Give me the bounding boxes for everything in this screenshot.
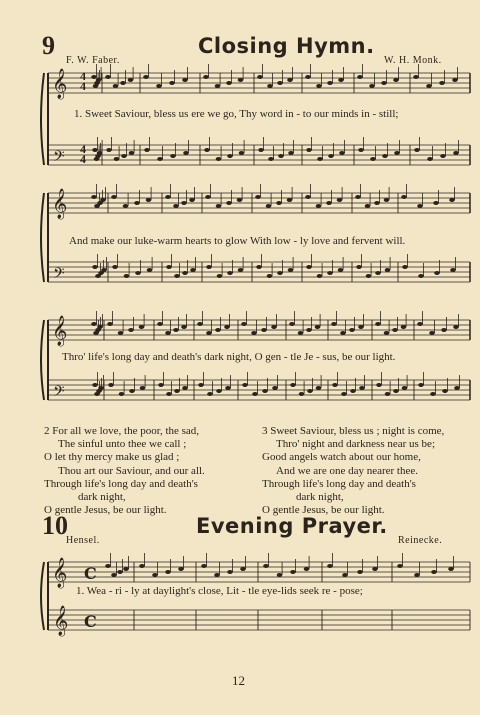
note-head: [376, 383, 382, 387]
note-head: [384, 331, 390, 335]
note-head: [299, 392, 305, 396]
note-head: [214, 573, 220, 577]
note-head: [182, 271, 188, 275]
note-head: [147, 268, 153, 272]
note-head: [439, 81, 445, 85]
note-head: [365, 204, 371, 208]
note-head: [255, 195, 261, 199]
note-head: [157, 157, 163, 161]
note-head: [128, 328, 134, 332]
note-head: [226, 201, 232, 205]
note-head: [241, 322, 247, 326]
note-head: [305, 75, 311, 79]
note-head: [113, 84, 119, 88]
note-head: [431, 570, 437, 574]
note-head: [359, 386, 365, 390]
note-head: [226, 81, 232, 85]
treble-clef: 𝄞: [52, 69, 68, 99]
note-head: [417, 322, 423, 326]
note-head: [215, 84, 221, 88]
note-head: [238, 78, 244, 82]
note-head: [242, 383, 248, 387]
note-head: [402, 265, 408, 269]
note-head: [278, 154, 284, 158]
note-head: [316, 84, 322, 88]
note-head: [430, 392, 436, 396]
note-head: [96, 78, 102, 82]
note-head: [114, 157, 120, 161]
note-head: [332, 383, 338, 387]
note-head: [237, 198, 243, 202]
lyric-line-2: And make our luke-warm hearts to glow With low - ly love and fervent will.: [69, 235, 406, 247]
note-head: [327, 564, 333, 568]
note-head: [287, 198, 293, 202]
note-head: [182, 78, 188, 82]
note-head: [326, 201, 332, 205]
page-number: 12: [232, 673, 245, 688]
note-head: [105, 75, 111, 79]
note-head: [183, 151, 189, 155]
note-head: [157, 322, 163, 326]
note-head: [276, 201, 282, 205]
note-head: [374, 201, 380, 205]
note-head: [173, 204, 179, 208]
note-head: [100, 198, 106, 202]
note-head: [401, 325, 407, 329]
note-head: [263, 564, 269, 568]
hymn-author: Hensel.: [66, 535, 100, 546]
note-head: [290, 570, 296, 574]
note-head: [140, 386, 146, 390]
note-head: [454, 386, 460, 390]
note-head: [267, 274, 273, 278]
note-head: [402, 386, 408, 390]
note-head: [227, 271, 233, 275]
note-head: [123, 567, 129, 571]
note-head: [92, 383, 98, 387]
note-head: [306, 148, 312, 152]
note-head: [307, 389, 313, 393]
note-head: [174, 389, 180, 393]
treble-clef: 𝄞: [53, 606, 69, 636]
note-head: [252, 392, 258, 396]
note-head: [139, 325, 145, 329]
note-head: [121, 154, 127, 158]
note-head: [215, 328, 221, 332]
note-head: [97, 325, 103, 329]
note-head: [112, 265, 118, 269]
note-head: [165, 195, 171, 199]
note-head: [266, 204, 272, 208]
note-head: [238, 268, 244, 272]
verse-2: 2 For all we love, the poor, the sad, The sinful unto thee we call ; O let thy mercy make us glad ; Thou art our Saviour, and our all. Through life's long day and death's dark night, O gentle Jesus, be our light.: [44, 425, 205, 517]
lyric-line-3: Thro' life's long day and death's dark night, O gen - tle Je - sus, be our light.: [62, 351, 396, 363]
note-head: [453, 151, 459, 155]
note-head: [315, 325, 321, 329]
hymn-title: Closing Hymn.: [198, 34, 375, 58]
treble-clef: 𝄞: [52, 558, 68, 588]
note-head: [224, 325, 230, 329]
treble-clef: 𝄞: [52, 316, 68, 346]
note-head: [91, 195, 97, 199]
note-head: [182, 386, 188, 390]
note-head: [178, 567, 184, 571]
note-head: [397, 564, 403, 568]
note-head: [287, 78, 293, 82]
hymn-title: Evening Prayer.: [196, 514, 388, 538]
note-head: [143, 75, 149, 79]
note-head: [413, 75, 419, 79]
hymn-composer: Reinecke.: [398, 535, 443, 546]
note-head: [111, 573, 117, 577]
verse-3: 3 Sweet Saviour, bless us ; night is come, Thro' night and darkness near us be; Good angels watch about our home, And we are one day nearer thee. Through life's long day and death's dark night, O gentle Jesus, be our light.: [262, 425, 445, 517]
note-head: [206, 331, 212, 335]
note-head: [134, 201, 140, 205]
note-head: [305, 195, 311, 199]
note-head: [239, 151, 245, 155]
note-head: [165, 570, 171, 574]
note-head: [366, 274, 372, 278]
note-head: [205, 195, 211, 199]
note-head: [108, 383, 114, 387]
note-head: [135, 271, 141, 275]
note-head: [288, 268, 294, 272]
note-head: [338, 78, 344, 82]
note-head: [401, 195, 407, 199]
note-head: [117, 570, 123, 574]
common-time: C: [84, 564, 97, 583]
note-head: [165, 331, 171, 335]
note-head: [216, 204, 222, 208]
note-head: [414, 573, 420, 577]
hymn-number: 9: [42, 31, 55, 60]
bass-clef: 𝄢: [53, 265, 65, 286]
note-head: [450, 268, 456, 272]
note-head: [174, 274, 180, 278]
note-head: [203, 75, 209, 79]
note-head: [331, 322, 337, 326]
hymn-composer: W. H. Monk.: [384, 55, 442, 66]
hymn-author: F. W. Faber.: [66, 55, 120, 66]
note-head: [216, 157, 222, 161]
note-head: [394, 151, 400, 155]
note-head: [97, 151, 103, 155]
brace: [41, 320, 44, 400]
note-head: [106, 148, 112, 152]
bass-clef: 𝄢: [53, 383, 65, 404]
note-head: [316, 204, 322, 208]
note-head: [342, 573, 348, 577]
note-head: [356, 265, 362, 269]
note-head: [152, 573, 158, 577]
note-head: [369, 84, 375, 88]
note-head: [181, 201, 187, 205]
note-head: [370, 157, 376, 161]
note-head: [385, 268, 391, 272]
bass-clef: 𝄢: [53, 148, 65, 169]
note-head: [328, 154, 334, 158]
note-head: [393, 78, 399, 82]
note-head: [128, 78, 134, 82]
note-head: [306, 265, 312, 269]
note-head: [129, 389, 135, 393]
lyric-line-1: 1. Sweet Saviour, bless us ere we go, Thy word in - to our minds in - still;: [74, 108, 399, 120]
note-head: [418, 274, 424, 278]
note-head: [258, 148, 264, 152]
note-head: [257, 75, 263, 79]
note-head: [227, 154, 233, 158]
note-head: [271, 325, 277, 329]
note-head: [317, 157, 323, 161]
note-head: [327, 271, 333, 275]
note-head: [262, 389, 268, 393]
note-head: [173, 328, 179, 332]
note-head: [216, 389, 222, 393]
note-head: [433, 201, 439, 205]
note-head: [124, 274, 130, 278]
note-head: [316, 386, 322, 390]
note-head: [317, 274, 323, 278]
note-head: [357, 570, 363, 574]
note-head: [306, 328, 312, 332]
note-head: [197, 322, 203, 326]
note-head: [381, 81, 387, 85]
note-head: [290, 383, 296, 387]
note-head: [304, 567, 310, 571]
note-head: [357, 75, 363, 79]
note-head: [429, 331, 435, 335]
note-head: [385, 392, 391, 396]
note-head: [426, 84, 432, 88]
note-head: [129, 151, 135, 155]
note-head: [120, 81, 126, 85]
note-head: [146, 198, 152, 202]
note-head: [417, 204, 423, 208]
note-head: [442, 389, 448, 393]
note-head: [166, 392, 172, 396]
brace: [41, 73, 44, 165]
note-head: [340, 331, 346, 335]
note-head: [119, 392, 125, 396]
time-signature-bass: 4 4: [80, 142, 86, 166]
common-time: C: [84, 612, 97, 631]
note-head: [384, 198, 390, 202]
note-head: [204, 148, 210, 152]
note-head: [268, 157, 274, 161]
note-head: [217, 274, 223, 278]
note-head: [251, 331, 257, 335]
note-head: [144, 148, 150, 152]
note-head: [418, 383, 424, 387]
hymn-number: 10: [42, 511, 68, 540]
note-head: [198, 383, 204, 387]
note-head: [139, 564, 145, 568]
note-head: [118, 331, 124, 335]
note-head: [440, 154, 446, 158]
treble-clef: 𝄞: [52, 189, 68, 219]
note-head: [111, 195, 117, 199]
note-head: [189, 198, 195, 202]
note-head: [190, 268, 196, 272]
note-head: [341, 392, 347, 396]
note-head: [277, 573, 283, 577]
note-head: [206, 265, 212, 269]
note-head: [393, 389, 399, 393]
note-head: [349, 328, 355, 332]
note-head: [350, 389, 356, 393]
note-head: [158, 383, 164, 387]
note-head: [107, 322, 113, 326]
note-head: [92, 148, 98, 152]
note-head: [434, 271, 440, 275]
note-head: [452, 78, 458, 82]
note-head: [91, 75, 97, 79]
note-head: [337, 198, 343, 202]
note-head: [207, 392, 213, 396]
note-head: [92, 265, 98, 269]
note-head: [277, 271, 283, 275]
note-head: [375, 271, 381, 275]
note-head: [256, 265, 262, 269]
note-head: [441, 328, 447, 332]
note-head: [91, 322, 97, 326]
brace: [41, 193, 44, 282]
note-head: [170, 154, 176, 158]
note-head: [449, 198, 455, 202]
time-signature-treble: 4 4: [80, 69, 86, 93]
note-head: [201, 564, 207, 568]
note-head: [123, 204, 129, 208]
note-head: [156, 84, 162, 88]
note-head: [166, 265, 172, 269]
note-head: [169, 81, 175, 85]
note-head: [289, 322, 295, 326]
note-head: [427, 157, 433, 161]
note-head: [288, 151, 294, 155]
note-head: [272, 386, 278, 390]
note-head: [448, 567, 454, 571]
note-head: [327, 81, 333, 85]
note-head: [227, 570, 233, 574]
note-head: [261, 328, 267, 332]
note-head: [358, 148, 364, 152]
note-head: [338, 268, 344, 272]
note-head: [392, 328, 398, 332]
note-head: [414, 148, 420, 152]
note-head: [267, 84, 273, 88]
note-head: [298, 331, 304, 335]
note-head: [339, 151, 345, 155]
note-head: [277, 81, 283, 85]
note-head: [382, 154, 388, 158]
note-head: [105, 564, 111, 568]
note-head: [453, 325, 459, 329]
note-head: [225, 386, 231, 390]
lyric-line-1: 1. Wea - ri - ly at daylight's close, Lit - tle eye-lids seek re - pose;: [76, 585, 363, 597]
note-head: [358, 325, 364, 329]
note-head: [355, 195, 361, 199]
brace: [41, 562, 44, 630]
note-head: [240, 567, 246, 571]
note-head: [372, 567, 378, 571]
note-head: [101, 268, 107, 272]
note-head: [375, 322, 381, 326]
note-head: [181, 325, 187, 329]
note-head: [98, 386, 104, 390]
